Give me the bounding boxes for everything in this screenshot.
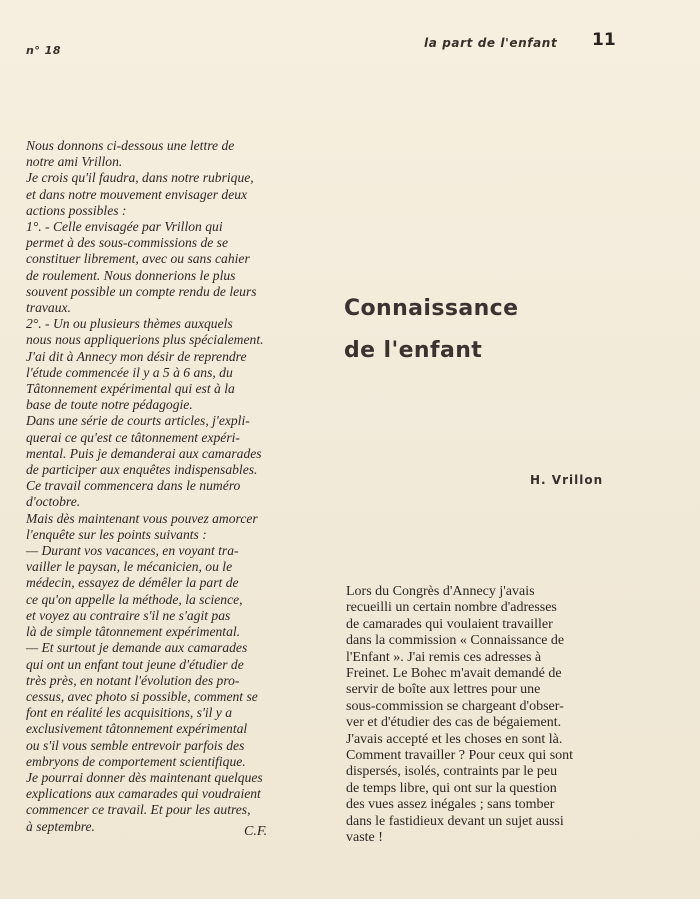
article-body-column	[346, 584, 622, 847]
editor-note-line: Mais dès maintenant vous pouvez amorcer	[26, 510, 258, 526]
editor-note-line: Je crois qu'il faudra, dans notre rubrique,	[26, 170, 254, 186]
editor-note-line: là de simple tâtonnement expérimental.	[26, 624, 241, 640]
article-body-line: de temps libre, qui ont sur la question	[346, 780, 557, 796]
article-body-line: l'Enfant ». J'ai remis ces adresses à	[346, 649, 542, 665]
editor-signature: C.F.	[244, 824, 268, 839]
editor-note-line: l'étude commencée il y a 5 à 6 ans, du	[26, 364, 233, 380]
editor-note-line: d'octobre.	[26, 494, 81, 510]
editor-note-line: 2°. - Un ou plusieurs thèmes auxquels	[26, 316, 233, 332]
editor-note-line: notre ami Vrillon.	[26, 154, 123, 170]
editor-note-line: Dans une série de courts articles, j'expli-	[26, 413, 250, 429]
article-body-line: J'avais accepté et les choses en sont là.	[346, 731, 563, 747]
editor-note-line: l'enquête sur les points suivants :	[26, 526, 207, 542]
editor-note-line: médecin, essayez de démêler la part de	[26, 575, 239, 591]
article-body-line: servir de boîte aux lettres pour une	[346, 682, 541, 698]
editor-note-line: Nous donnons ci-dessous une lettre de	[26, 138, 235, 153]
article-body-line: sous-commission se chargeant d'obser-	[346, 698, 564, 714]
article-body-line: recueilli un certain nombre d'adresses	[346, 600, 557, 616]
editor-note-line: nous nous appliquerions plus spécialement.	[26, 332, 264, 348]
editor-note-line: Je pourrai donner dès maintenant quelques	[26, 769, 263, 785]
editor-note-line: de participer aux enquêtes indispensables.	[26, 462, 258, 478]
issue-number: n° 18	[26, 44, 61, 57]
editor-note-line: ou s'il vous semble entrevoir parfois des	[26, 737, 245, 753]
article-body-line: Lors du Congrès d'Annecy j'avais	[346, 584, 535, 599]
article-title-line-2: de l'enfant	[344, 338, 483, 363]
article-body-line: des vues assez inégales ; sans tomber	[346, 797, 555, 813]
editor-note-line: ce qu'on appelle la méthode, la science,	[26, 591, 243, 607]
editor-note-line: qui ont un enfant tout jeune d'étudier de	[26, 656, 244, 672]
editor-note-line: constituer librement, avec ou sans cahier	[26, 251, 250, 267]
page-number: 11	[592, 30, 616, 50]
editor-note-line: Tâtonnement expérimental qui est à la	[26, 381, 235, 397]
editor-note-line: commencer ce travail. Et pour les autres,	[26, 802, 251, 818]
editor-note-line: base de toute notre pédagogie.	[26, 397, 193, 413]
article-body-line: Comment travailler ? Pour ceux qui sont	[346, 748, 574, 764]
article-body-line: dispersés, isolés, contraints par le peu	[346, 764, 558, 780]
editor-note-line: font en réalité les acquisitions, s'il y a	[26, 705, 233, 721]
editor-note-line: travaux.	[26, 300, 71, 316]
editor-note-line: actions possibles :	[26, 202, 127, 218]
editor-note-line: 1°. - Celle envisagée par Vrillon qui	[26, 219, 223, 235]
article-body-line: Freinet. Le Bohec m'avait demandé de	[346, 666, 562, 682]
editor-note-line: J'ai dit à Annecy mon désir de reprendre	[26, 348, 247, 364]
editor-note-line: souvent possible un compte rendu de leurs	[26, 283, 257, 299]
editor-note-line: explications aux camarades qui voudraient	[26, 786, 261, 802]
article-body-line: dans la commission « Connaissance de	[346, 633, 565, 649]
article-body-line: vaste !	[346, 830, 383, 846]
editor-note-line: à septembre.	[26, 818, 95, 834]
article-body-line: ver et d'étudier des cas de bégaiement.	[346, 715, 562, 731]
editor-note-line: et voyez au contraire s'il ne s'agit pas	[26, 607, 231, 623]
editor-note-column	[26, 138, 306, 835]
editor-note-line: — Durant vos vacances, en voyant tra-	[26, 543, 239, 559]
editor-note-line: cessus, avec photo si possible, comment se	[26, 688, 258, 704]
editor-note-line: permet à des sous-commissions de se	[26, 235, 228, 251]
editor-note-line: embryons de comportement scientifique.	[26, 753, 246, 769]
editor-note-line: et dans notre mouvement envisager deux	[26, 186, 248, 202]
editor-note-line: exclusivement tâtonnement expérimental	[26, 721, 248, 737]
editor-note-line: Ce travail commencera dans le numéro	[26, 478, 241, 494]
running-header-title: la part de l'enfant	[424, 36, 558, 50]
editor-note-line: très près, en notant l'évolution des pro-	[26, 672, 240, 688]
article-author: H. Vrillon	[530, 473, 604, 487]
editor-note-line: querai ce qu'est ce tâtonnement expéri-	[26, 429, 240, 445]
article-body-line: dans le fastidieux devant un sujet aussi	[346, 813, 564, 829]
editor-note-line: vailler le paysan, le mécanicien, ou le	[26, 559, 233, 575]
article-title	[344, 288, 564, 372]
editor-note-line: de roulement. Nous donnerions le plus	[26, 267, 236, 283]
article-title-line-1: Connaissance	[344, 296, 519, 321]
article-body-line: de camarades qui voulaient travailler	[346, 616, 553, 632]
editor-note-line: — Et surtout je demande aux camarades	[26, 640, 248, 656]
editor-note-line: mental. Puis je demanderai aux camarades	[26, 445, 262, 461]
